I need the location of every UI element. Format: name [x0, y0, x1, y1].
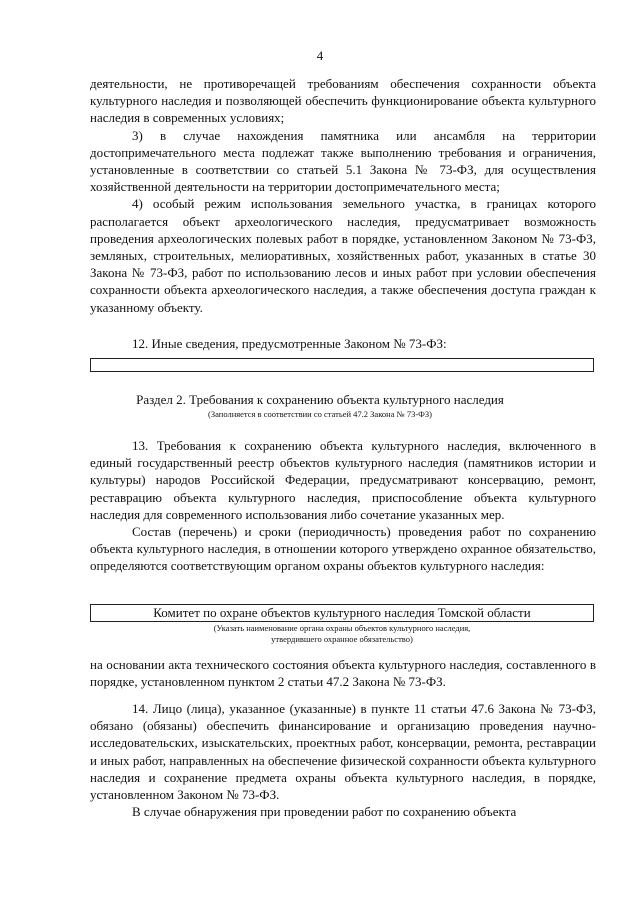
item-14-paragraph: 14. Лицо (лица), указанное (указанные) в пункте 11 статьи 47.6 Закона № 73-ФЗ, обязано (обязаны) обеспечить финансирование и организацию проведения научно-исследовательских, изыскательских, проектных работ, консервации, ремонта, реставрации и иных работ, направленных на обеспечение физической сохранности объекта культурного наследия и сохранение предмета охраны объекта культурного наследия, в порядке, установленном Законом № 73-ФЗ.	[90, 701, 596, 803]
section-2-note: (Заполняется в соответствии со статьей 47.2 Закона № 73-ФЗ)	[208, 409, 432, 419]
technical-act-block	[90, 656, 596, 690]
protection-organ-note-line-1: (Указать наименование органа охраны объектов культурного наследия,	[213, 623, 471, 633]
protection-organ-box: Комитет по охране объектов культурного наследия Томской области	[90, 604, 594, 622]
paragraph-item-3: 3) в случае нахождения памятника или ансамбля на территории достопримечательного места подлежат также выполнению требования и ограничения, установленные в соответствии со статьей 5.1 Закона № 73-ФЗ, для осуществления хозяйственной деятельности на территории достопримечательного места;	[90, 127, 596, 195]
section-2-title: Раздел 2. Требования к сохранению объекта культурного наследия	[136, 392, 504, 407]
protection-organ-note-line-2: утвердившего охранное обязательство)	[271, 634, 413, 644]
page-number: 4	[316, 48, 324, 63]
paragraph-continuation: деятельности, не противоречащей требованиям обеспечения сохранности объекта культурного наследия и позволяющей обеспечить функционирование объекта культурного наследия в современных условиях;	[90, 76, 596, 126]
discovery-paragraph: В случае обнаружения при проведении работ по сохранению объекта	[132, 804, 517, 820]
technical-act-paragraph: на основании акта технического состояния объекта культурного наследия, составленного в порядке, установленном пунктом 2 статьи 47.2 Закона № 73-ФЗ.	[90, 657, 596, 690]
item-14-block	[90, 700, 596, 820]
protection-organ-note	[90, 623, 594, 645]
item-12-heading: 12. Иные сведения, предусмотренные Законом № 73-ФЗ:	[132, 336, 447, 351]
item-12-block	[90, 335, 596, 352]
item-13-block	[90, 437, 596, 575]
works-composition-paragraph: Состав (перечень) и сроки (периодичность) проведения работ по сохранению объекта культурного наследия, в отношении которого утверждено охранное обязательство, определяются соответствующим органом охраны объектов культурного наследия:	[90, 524, 596, 574]
paragraph-item-4: 4) особый режим использования земельного участка, в границах которого располагается объект археологического наследия, предусматривает возможность проведения археологических полевых работ в порядке, установленном Законом № 73-ФЗ, земляных, строительных, мелиоративных, хозяйственных работ, указанных в статье 30 Закона № 73-ФЗ, работ по использованию лесов и иных работ при условии обеспечения сохранности объекта археологического наследия, а также обеспечения доступа граждан к указанному объекту.	[90, 196, 596, 315]
other-info-box	[90, 358, 594, 372]
text-block-continuation	[90, 75, 596, 316]
item-13-paragraph: 13. Требования к сохранению объекта культурного наследия, включенного в единый государственный реестр объектов культурного наследия (памятников истории и культуры) народов Российской Федерации, предусматривают консервацию, ремонт, реставрацию объекта культурного наследия, приспособление объекта культурного наследия для современного использования либо сочетание указанных мер.	[90, 438, 596, 522]
